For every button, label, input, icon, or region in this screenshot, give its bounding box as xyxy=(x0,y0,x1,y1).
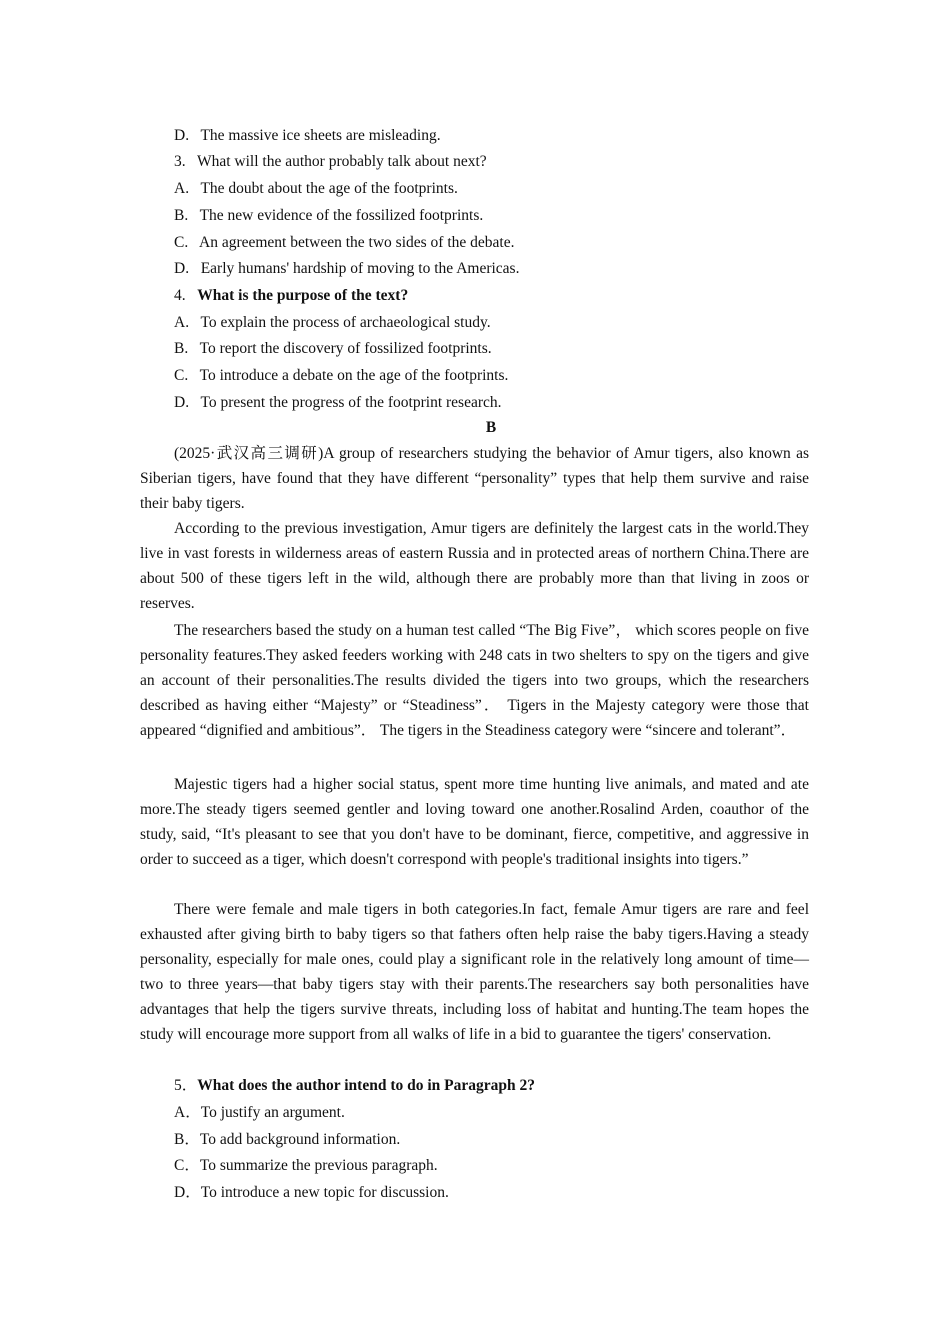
option-letter: A. xyxy=(174,314,190,331)
question-text: What does the author intend to do in Paragraph 2? xyxy=(197,1077,536,1094)
q5-option-b xyxy=(174,1130,400,1150)
option-letter: B. xyxy=(174,207,189,224)
question-text: What will the author probably talk about next? xyxy=(196,153,487,170)
option-letter: C． xyxy=(174,1157,200,1174)
option-text: An agreement between the two sides of the debate. xyxy=(199,234,515,251)
option-text: To report the discovery of fossilized footprints. xyxy=(199,340,492,357)
option-text: To introduce a new topic for discussion. xyxy=(200,1184,449,1201)
passage-paragraph-2: According to the previous investigation, Amur tigers are definitely the largest cats in the world.They live in vast forests in wilderness areas of eastern Russia and in protected areas of northern China.There are about 500 of these tigers left in the wild, although there are probably more than that living in zoos or reserves. xyxy=(140,520,809,612)
option-text: The doubt about the age of the footprints. xyxy=(200,180,458,197)
q4-option-a xyxy=(174,313,491,333)
option-text: To add background information. xyxy=(199,1131,401,1148)
question-number: 4. xyxy=(174,287,186,304)
q2-option-d xyxy=(174,126,441,146)
q4-question xyxy=(174,286,408,306)
q3-option-b xyxy=(174,206,483,226)
option-text: The massive ice sheets are misleading. xyxy=(200,127,441,144)
q3-option-d xyxy=(174,259,519,279)
option-letter: C. xyxy=(174,234,189,251)
q3-option-c xyxy=(174,233,514,253)
option-letter: B. xyxy=(174,340,189,357)
option-letter: A. xyxy=(174,180,190,197)
q5-question xyxy=(174,1076,535,1096)
q5-option-a xyxy=(174,1103,345,1123)
passage-paragraph-3: The researchers based the study on a human test called “The Big Five”， which scores people on five personality features.They asked feeders working with 248 cats in two shelters to spy on the tigers and give an account of their personalities.The results divided the tigers into two groups, which the researchers described as having either “Majesty” or “Steadiness”． Tigers in the Majesty category were those that appeared “dignified and ambitious”． The tigers in the Steadiness category were “sincere and tolerant”． xyxy=(140,622,809,739)
option-letter: D. xyxy=(174,127,190,144)
q3-question xyxy=(174,152,487,172)
passage-paragraph-5: There were female and male tigers in both categories.In fact, female Amur tigers are rare and feel exhausted after giving birth to baby tigers so that fathers often help raise the baby tigers.Having a steady personality, especially for male ones, could play a significant role in the relatively long amount of time—two to three years—that baby tigers stay with their parents.The researchers say both personalities have advantages that help the tigers survive threats, including loss of habitat and hunting.The team hopes the study will encourage more support from all walks of life in a bid to guarantee the tigers' conservation. xyxy=(140,901,809,1043)
q5-option-d xyxy=(174,1183,449,1203)
option-text: The new evidence of the fossilized footprints. xyxy=(199,207,484,224)
q5-option-c xyxy=(174,1156,438,1176)
option-letter: B． xyxy=(174,1131,200,1148)
option-letter: D． xyxy=(174,1184,201,1201)
option-letter: A． xyxy=(174,1104,201,1121)
option-text: To justify an argument. xyxy=(200,1104,345,1121)
q3-option-a xyxy=(174,179,458,199)
option-letter: D. xyxy=(174,394,190,411)
passage-paragraph-4: Majestic tigers had a higher social status, spent more time hunting live animals, and mated and ate more.The steady tigers seemed gentler and loving toward one another.Rosalind Arden, coauthor of the study, said, “It's pleasant to see that you don't have to be dominant, fierce, competitive, and aggressive in order to succeed as a tiger, which doesn't correspond with people's traditional insights into tigers.” xyxy=(140,776,809,868)
question-text: What is the purpose of the text? xyxy=(197,287,409,304)
option-text: To introduce a debate on the age of the footprints. xyxy=(199,367,509,384)
section-heading: B xyxy=(485,419,497,436)
option-text: To summarize the previous paragraph. xyxy=(199,1157,438,1174)
question-number: 3. xyxy=(174,153,186,170)
passage-paragraph-1: (2025·武汉高三调研)A group of researchers studying the behavior of Amur tigers, also known as Siberian tigers, have found that they have different “personality” types that help them survive and raise their baby tigers. xyxy=(140,445,809,512)
q4-option-c xyxy=(174,366,508,386)
option-text: Early humans' hardship of moving to the Americas. xyxy=(200,260,520,277)
option-text: To explain the process of archaeological study. xyxy=(200,314,491,331)
question-number: 5． xyxy=(174,1077,198,1094)
option-letter: C. xyxy=(174,367,189,384)
q4-option-b xyxy=(174,339,492,359)
option-text: To present the progress of the footprint research. xyxy=(200,394,502,411)
option-letter: D. xyxy=(174,260,190,277)
q4-option-d xyxy=(174,393,502,413)
